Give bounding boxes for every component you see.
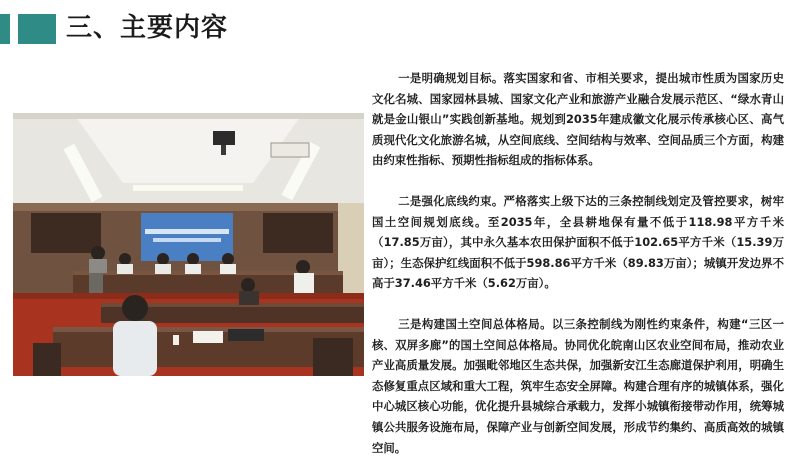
page-title: 三、主要内容: [66, 13, 229, 43]
paragraph-goals: 一是明确规划目标。落实国家和省、市相关要求，提出城市性质为国家历史文化名城、国家园林县城、国家文化产业和旅游产业融合发展示范区、“绿水青山就是金山银山”实践创新基地。规划到2035年建成徽文化展示传承核心区、高气质现代化文化旅游名城，从空间底线、空间结构与效率、空间品质三个方面，构建由约束性指标、预期性指标组成的指标体系。: [372, 71, 784, 168]
title-accent-block: [18, 14, 56, 44]
title-accent-gap: [10, 14, 18, 44]
content-text: [372, 68, 784, 458]
meeting-photo: [13, 113, 364, 376]
paragraph-constraints: 二是强化底线约束。严格落实上级下达的三条控制线划定及管控要求，树牢国土空间规划底线。至2035年，全县耕地保有量不低于118.98平方千米（17.85万亩），其中永久基本农田保护面积不低于102.65平方千米（15.39万亩）；生态保护红线面积不低于598.86平方千米（89.83万亩）；城镇开发边界不高于37.46平方千米（5.62万亩）。: [372, 193, 784, 291]
title-accent-stripe: [0, 14, 10, 44]
paragraph-spatial-pattern: 三是构建国土空间总体格局。以三条控制线为刚性约束条件，构建“三区一核、双屏多廊”的国土空间总体格局。协同优化皖南山区农业空间布局，推动农业产业高质量发展。加强毗邻地区生态共保，加强新安江生态廊道保护利用，明确生态修复重点区域和重大工程，筑牢生态安全屏障。构建合理有序的城镇体系，强化中心城区核心功能，优化提升县城综合承载力，发挥小城镇衔接带动作用，统筹城镇公共服务设施布局，保障产业与创新空间发展，形成节约集约、高质高效的城镇空间。: [372, 316, 784, 455]
